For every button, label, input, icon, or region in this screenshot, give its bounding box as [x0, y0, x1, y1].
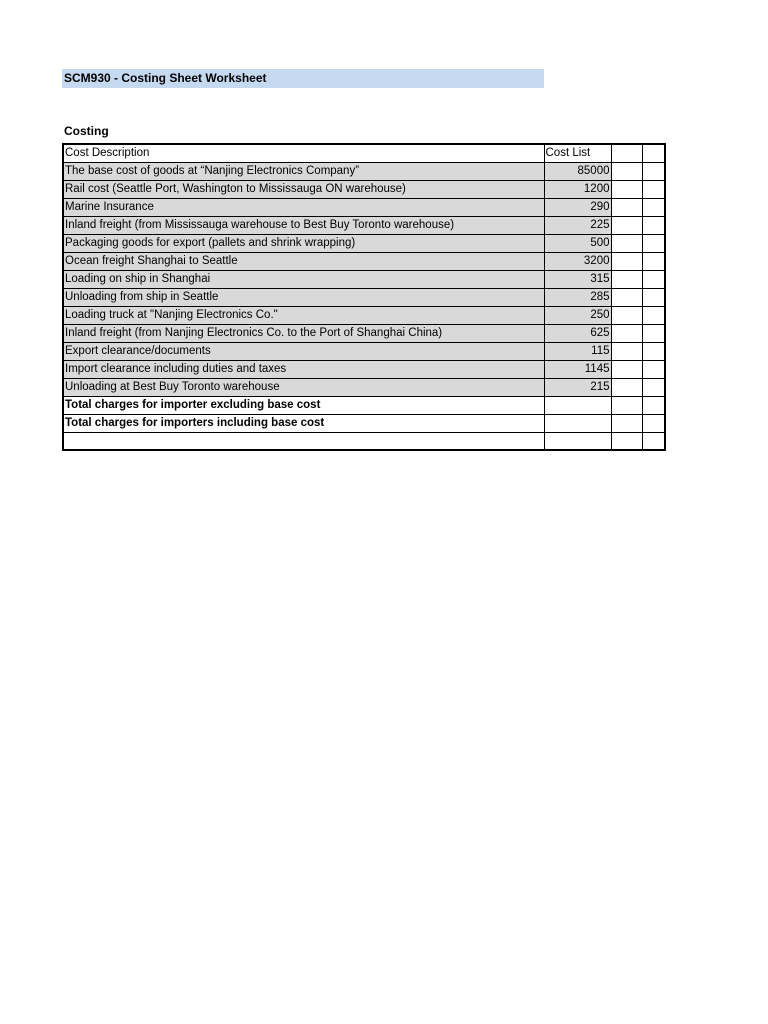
- table-row: [63, 289, 665, 307]
- empty-cell[interactable]: [642, 217, 665, 235]
- empty-cell[interactable]: [642, 289, 665, 307]
- table-row: [63, 181, 665, 199]
- cost-description-cell[interactable]: Import clearance including duties and taxes: [63, 361, 544, 379]
- empty-cell[interactable]: [611, 163, 642, 181]
- table-row: [63, 343, 665, 361]
- table-row: [63, 379, 665, 397]
- cost-description-cell[interactable]: The base cost of goods at “Nanjing Electronics Company”: [63, 163, 544, 181]
- empty-cell[interactable]: [611, 361, 642, 379]
- empty-cell[interactable]: [611, 343, 642, 361]
- empty-cell[interactable]: [642, 343, 665, 361]
- empty-cell[interactable]: [611, 253, 642, 271]
- total-description-cell[interactable]: Total charges for importer excluding base cost: [63, 397, 544, 415]
- cost-description-header[interactable]: Cost Description: [63, 144, 544, 163]
- empty-cell[interactable]: [611, 217, 642, 235]
- table-row: [63, 361, 665, 379]
- cost-value-cell[interactable]: 115: [544, 343, 611, 361]
- cost-description-cell[interactable]: Ocean freight Shanghai to Seattle: [63, 253, 544, 271]
- empty-cell[interactable]: [611, 397, 642, 415]
- empty-cell[interactable]: [642, 379, 665, 397]
- empty-cell[interactable]: [642, 181, 665, 199]
- cost-description-cell[interactable]: Loading truck at "Nanjing Electronics Co.": [63, 307, 544, 325]
- cost-description-cell[interactable]: Rail cost (Seattle Port, Washington to Mississauga ON warehouse): [63, 181, 544, 199]
- cost-description-cell[interactable]: Loading on ship in Shanghai: [63, 271, 544, 289]
- table-row: [63, 253, 665, 271]
- table-row: [63, 307, 665, 325]
- empty-cell[interactable]: [611, 289, 642, 307]
- empty-cell[interactable]: [611, 415, 642, 433]
- empty-cell[interactable]: [642, 199, 665, 217]
- empty-cell[interactable]: [642, 415, 665, 433]
- empty-cell[interactable]: [611, 181, 642, 199]
- empty-cell[interactable]: [642, 325, 665, 343]
- cost-value-cell[interactable]: 285: [544, 289, 611, 307]
- empty-cell[interactable]: [642, 307, 665, 325]
- cost-description-cell[interactable]: Export clearance/documents: [63, 343, 544, 361]
- cost-description-cell[interactable]: Inland freight (from Nanjing Electronics Co. to the Port of Shanghai China): [63, 325, 544, 343]
- empty-cell[interactable]: [611, 325, 642, 343]
- worksheet-title: SCM930 - Costing Sheet Worksheet: [62, 69, 544, 88]
- cost-description-cell[interactable]: Packaging goods for export (pallets and shrink wrapping): [63, 235, 544, 253]
- empty-cell[interactable]: [642, 397, 665, 415]
- empty-cell[interactable]: [611, 235, 642, 253]
- empty-cell[interactable]: [611, 379, 642, 397]
- cost-description-cell[interactable]: Unloading at Best Buy Toronto warehouse: [63, 379, 544, 397]
- empty-cell[interactable]: [611, 144, 642, 163]
- empty-cell[interactable]: [544, 433, 611, 450]
- total-value-cell[interactable]: [544, 415, 611, 433]
- table-row: [63, 325, 665, 343]
- table-row: [63, 199, 665, 217]
- cost-value-cell[interactable]: 500: [544, 235, 611, 253]
- cost-value-cell[interactable]: 1145: [544, 361, 611, 379]
- empty-cell[interactable]: [611, 433, 642, 450]
- empty-cell[interactable]: [642, 433, 665, 450]
- table-row: [63, 217, 665, 235]
- total-value-cell[interactable]: [544, 397, 611, 415]
- empty-cell[interactable]: [611, 271, 642, 289]
- empty-cell[interactable]: [642, 235, 665, 253]
- cost-value-cell[interactable]: 3200: [544, 253, 611, 271]
- cost-description-cell[interactable]: Marine Insurance: [63, 199, 544, 217]
- cost-value-cell[interactable]: 625: [544, 325, 611, 343]
- empty-cell[interactable]: [642, 361, 665, 379]
- total-row-excluding-base: [63, 397, 665, 415]
- cost-value-cell[interactable]: 290: [544, 199, 611, 217]
- total-description-cell[interactable]: Total charges for importers including base cost: [63, 415, 544, 433]
- empty-cell[interactable]: [611, 199, 642, 217]
- total-row-including-base: [63, 415, 665, 433]
- costing-table: [62, 143, 666, 451]
- section-label-costing: Costing: [64, 124, 109, 138]
- empty-cell[interactable]: [63, 433, 544, 450]
- empty-cell[interactable]: [642, 253, 665, 271]
- cost-value-cell[interactable]: 225: [544, 217, 611, 235]
- empty-cell[interactable]: [642, 144, 665, 163]
- empty-cell[interactable]: [611, 307, 642, 325]
- cost-value-cell[interactable]: 315: [544, 271, 611, 289]
- table-row: [63, 235, 665, 253]
- cost-value-cell[interactable]: 1200: [544, 181, 611, 199]
- cost-list-header[interactable]: Cost List: [544, 144, 611, 163]
- cost-description-cell[interactable]: Unloading from ship in Seattle: [63, 289, 544, 307]
- empty-cell[interactable]: [642, 163, 665, 181]
- table-header-row: [63, 144, 665, 163]
- table-row: [63, 271, 665, 289]
- cost-value-cell[interactable]: 250: [544, 307, 611, 325]
- cost-value-cell[interactable]: 85000: [544, 163, 611, 181]
- empty-cell[interactable]: [642, 271, 665, 289]
- table-row: [63, 163, 665, 181]
- blank-row: [63, 433, 665, 450]
- cost-value-cell[interactable]: 215: [544, 379, 611, 397]
- cost-description-cell[interactable]: Inland freight (from Mississauga warehouse to Best Buy Toronto warehouse): [63, 217, 544, 235]
